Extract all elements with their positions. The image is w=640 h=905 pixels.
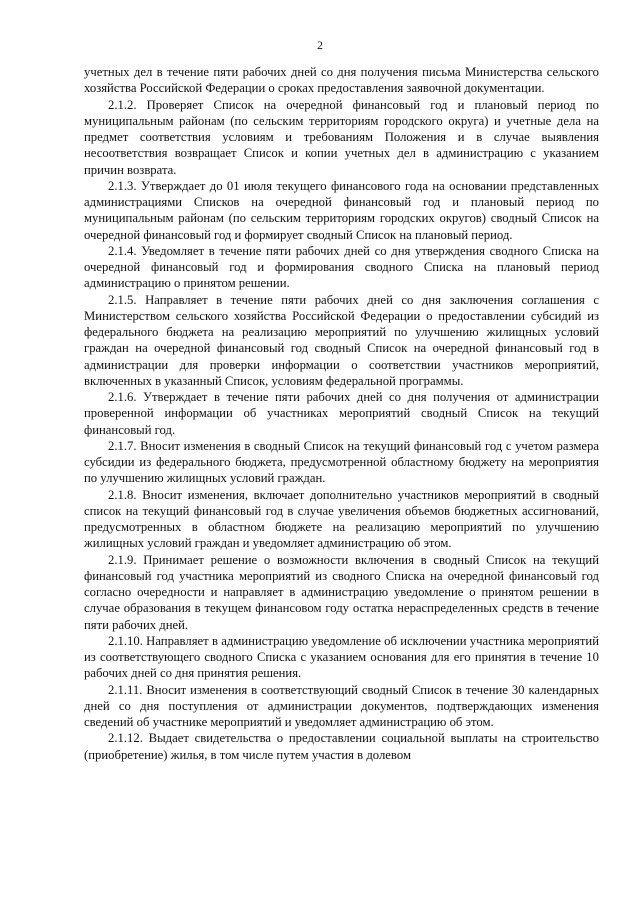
paragraph-2-1-2: 2.1.2. Проверяет Список на очередной финансовый год и плановый период по муниципальным районам (по сельским территориям городского округа) и учетные дела на предмет соответствия условиям и требованиям Положения и в случае выявления несоответствия возвращает Список и копии учетных дел в администрацию с указанием причин возврата. — [84, 97, 599, 177]
paragraph-2-1-3: 2.1.3. Утверждает до 01 июля текущего финансового года на основании представленных администрациями Списков на очередной финансовый год и плановый период по муниципальным районам (по сельским территориям городских округов) сводный Список на очередной финансовый год и формирует сводный Список на плановый период. — [84, 178, 599, 242]
paragraph-2-1-6: 2.1.6. Утверждает в течение пяти рабочих дней со дня получения от администрации проверенной информации об участниках мероприятий сводный Список на текущий финансовый год. — [84, 390, 599, 437]
paragraph-2-1-10: 2.1.10. Направляет в администрацию уведомление об исключении участника мероприятий из соответствующего сводного Списка с указанием основания для его принятия в течение 10 рабочих дней со дня принятия решения. — [84, 633, 599, 681]
paragraph-2-1-4: 2.1.4. Уведомляет в течение пяти рабочих дней со дня утверждения сводного Списка на очередной финансовый год и формирования сводного Списка на плановый период администрацию о принятом решении. — [84, 243, 599, 291]
paragraph-2-1-5: 2.1.5. Направляет в течение пяти рабочих дней со дня заключения соглашения с Министерством сельского хозяйства Российской Федерации о предоставлении субсидий из федерального бюджета на реализацию мероприятий по улучшению жилищных условий граждан на очередной финансовый год сводный Список на очередной финансовый год в администрации для проверки информации о соответствии участников мероприятий, включенных в указанный Список, условиям федеральной программы. — [84, 292, 599, 388]
paragraph-2-1-12: 2.1.12. Выдает свидетельства о предоставлении социальной выплаты на строительство (приобретение) жилья, в том числе путем участия в долевом — [84, 731, 599, 762]
paragraph-2-1-7: 2.1.7. Вносит изменения в сводный Список на текущий финансовый год с учетом размера субсидии из федерального бюджета, предусмотренной областному бюджету на мероприятия по улучшению жилищных условий граждан. — [84, 438, 599, 486]
paragraph-2-1-8: 2.1.8. Вносит изменения, включает дополнительно участников мероприятий в сводный список на текущий финансовый год в случае увеличения объемов бюджетных ассигнований, предусмотренных в областном бюджете на реализацию мероприятий по улучшению жилищных условий граждан и уведомляет администрацию об этом. — [84, 487, 599, 551]
paragraph-continued: учетных дел в течение пяти рабочих дней со дня получения письма Министерства сельского хозяйства Российской Федерации о сроках предоставления заявочной документации. — [84, 65, 599, 96]
paragraph-2-1-11: 2.1.11. Вносит изменения в соответствующий сводный Список в течение 30 календарных дней со дня поступления от администрации документов, подтверждающих изменения сведений об участнике мероприятий и уведомляет администрацию об этом. — [84, 682, 599, 729]
document-body — [84, 64, 599, 763]
page-number: 2 — [317, 40, 323, 52]
paragraph-2-1-9: 2.1.9. Принимает решение о возможности включения в сводный Список на текущий финансовый год участника мероприятий из сводного Списка на очередной финансовый год согласно очередности и направляет в администрацию уведомление о принятом решении в случае образования в текущем финансовом году остатка нераспределенных средств в течение пяти рабочих дней. — [84, 552, 599, 632]
